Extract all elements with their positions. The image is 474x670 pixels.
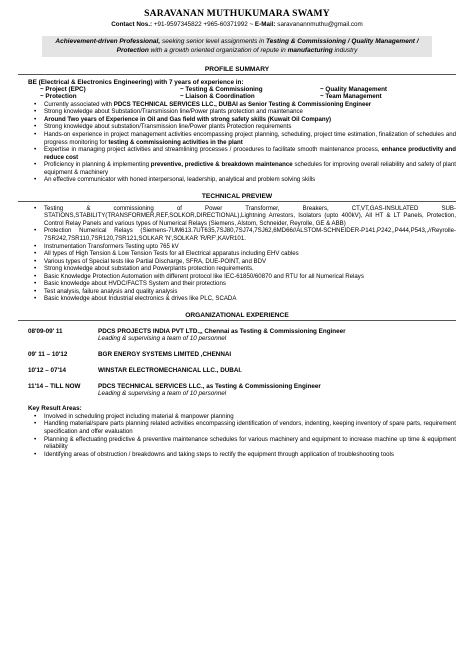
skill-item: ~ Liaison & Coordination <box>180 93 255 101</box>
list-item: • Strong knowledge about substation and Powerplants protection requirements. <box>44 265 456 273</box>
contact-label: Contact Nos.: <box>111 21 153 28</box>
list-item: • Involved in scheduling project including material & manpower planning <box>44 413 456 421</box>
technical-preview-heading <box>18 193 456 202</box>
text: testing & commissioning activities in the plant <box>108 138 243 146</box>
text: Expertise in managing project activities and streamlining processes / procedures to facilitate smooth maintenance process, <box>44 146 382 154</box>
job-title: WINSTAR ELECTROMECHANICAL LLC., DUBAI. <box>98 366 242 374</box>
resume-page <box>18 8 456 458</box>
candidate-name: SARAVANAN MUTHUKUMARA SWAMY <box>144 8 330 19</box>
list-item: • Instrumentation Transformers Testing upto 765 kV <box>44 243 456 251</box>
profile-summary-heading <box>18 66 456 75</box>
text: preventive, predictive & breakdown maintenance <box>150 161 293 169</box>
job-dates: 11'14 – TILL NOW <box>28 382 81 390</box>
objective-part: manufacturing <box>287 46 333 54</box>
list-item <box>44 101 456 109</box>
text: Around Two years of Experience in Oil and Gas field with strong safety skills (Kuwait Oil Company) <box>44 115 332 123</box>
list-item: • Basic knowledge about HVDC/FACTS System and their protections <box>44 280 456 288</box>
job-entry <box>18 328 456 342</box>
list-item: • Strong knowledge about substation/Transmission line/Power plants Protection requirements <box>44 123 456 131</box>
job-entry <box>18 367 456 374</box>
list-item: • Testing & commissioning of Power Transformer, Breakers, CT,VT,GAS-INSULATED SUB-STATIONS,STABILITY(TRANSFORMER,REF,SOLKOR,DIRECTIONAL),Lightning Arrestors, Isolators (upto 400kV), All HT & LT Panels, Protection, Control Relay Panels and various types of Numerical Relays (Siemens, Alstom, Schneider, Reyrolle, GE & ABB) <box>44 205 456 228</box>
job-entry <box>18 351 456 358</box>
list-item <box>44 131 456 146</box>
list-item: • Various types of Special tests like Partial Discharge, SFRA, DUE-POINT, and BDV <box>44 258 456 266</box>
phone-numbers: +91-9597345822 +965-60371992 ~ <box>152 21 255 28</box>
text: PDCS TECHNICAL SERVICES LLC., DUBAI as Senior Testing & Commissioning Engineer <box>113 100 372 108</box>
list-item <box>44 146 456 161</box>
section-title: TECHNICAL PREVIEW <box>201 192 273 200</box>
key-result-areas-heading: Key Result Areas: <box>28 404 82 412</box>
job-details <box>98 383 456 397</box>
text: enhance productivity and reduce cost <box>44 146 456 161</box>
skill-item: ~ Testing & Commissioning <box>180 86 263 93</box>
text: schedules for improving overall reliability and safety of plant equipment & machinery <box>44 161 456 176</box>
objective-part: with a growth oriented organization of repute in <box>148 46 288 54</box>
contact-line <box>18 21 456 28</box>
skill-item: ~ Quality Management <box>320 86 388 93</box>
education-line: BE (Electrical & Electronics Engineering) with 7 years of experience in: <box>28 79 244 86</box>
list-item: • Planning & effectuating predictive & preventive maintenance schedules for various machinery and equipment to increase machine up time & equipment reliability <box>44 436 456 451</box>
job-dates: 10'12 – 07'14 <box>28 366 67 374</box>
list-item: • Identifying areas of obstruction / breakdowns and taking steps to rectify the equipment through application of troubleshooting tools <box>44 451 456 459</box>
list-item: • An effective communicator with honed interpersonal, leadership, analytical and problem solving skills <box>44 176 456 184</box>
job-dates: 09' 11 – 10'12 <box>28 350 68 358</box>
list-item: • Basic knowledge about Industrial electronics & drives like PLC, SCADA <box>44 295 456 303</box>
section-rule <box>18 201 456 202</box>
skill-item: ~ Team Management <box>320 93 382 101</box>
job-subtitle: Leading & supervising a team of 10 personnel <box>98 334 227 342</box>
job-dates: 08'09-09' 11 <box>28 327 63 335</box>
job-title: PDCS PROJECTS INDIA PVT LTD.,, Chennai as Testing & Commissioning Engineer <box>98 327 346 335</box>
job-title: BGR ENERGY SYSTEMS LIMITED ,CHENNAI <box>98 350 232 358</box>
skill-item: ~ Project (EPC) <box>40 86 86 93</box>
email-address: saravanannmuthu@gmail.com <box>275 21 363 28</box>
job-details <box>98 328 456 342</box>
text: Hands-on experience in project management activities encompassing project planning, scheduling, project time estimation, finalization of schedules and progress monitoring for <box>44 131 456 146</box>
section-rule <box>18 74 456 75</box>
skill-item: ~ Protection <box>40 93 77 101</box>
list-item <box>44 161 456 176</box>
list-item: • Strong knowledge about Substation/Transmission line/Power plants protection and maintenance <box>44 108 456 116</box>
technical-bullets <box>18 205 456 303</box>
job-subtitle: Leading & supervising a team of 10 personnel <box>98 389 227 397</box>
list-item: • Test analysis, failure analysis and quality analysis <box>44 288 456 296</box>
objective-part: seeking senior level assignments in <box>160 38 267 45</box>
list-item: • Protection Numerical Relays (Siemens-7UM613.7UT635,7SJ80,7SJ74,7SJ62,6MD66//ALSTOM-SCHNEIDER-P141,P242,,P444,P543,,//Reyrolle-7SR242,7SR110,7SR120,7SR121,SOLKAR 'N',SOLKAR 'R/RF',KAVR101. <box>44 227 456 242</box>
job-entry <box>18 383 456 397</box>
kra-bullets <box>18 413 456 458</box>
job-title: PDCS TECHNICAL SERVICES LLC., as Testing & Commissioning Engineer <box>98 382 321 390</box>
text: Proficiency in planning & implementing <box>44 161 151 169</box>
section-title: PROFILE SUMMARY <box>204 66 270 73</box>
career-objective <box>42 36 432 57</box>
list-item: • Handling material/spare parts planning related activities encompassing identification of vendors, indenting, keeping inventory of spare parts, requirement specification and offer evaluation <box>44 420 456 435</box>
text: Currently associated with <box>44 100 114 108</box>
list-item: • Basic Knowledge Protection Automation with different protocol like IEC-61850/60870 and RTU for all Numerical Relays <box>44 273 456 281</box>
section-rule <box>18 320 456 321</box>
experience-heading <box>18 312 456 321</box>
objective-part: Testing & Commissioning / Quality Management / Protection <box>116 38 419 54</box>
skill-grid <box>40 86 456 101</box>
profile-bullets <box>18 101 456 184</box>
objective-part: industry <box>332 46 358 54</box>
email-label: E-Mail: <box>254 21 276 28</box>
list-item <box>44 116 456 124</box>
section-title: ORGANIZATIONAL EXPERIENCE <box>185 311 289 319</box>
objective-part: Achievement-driven Professional, <box>55 38 161 45</box>
list-item: • All types of High Tension & Low Tension Tests for all Electrical apparatus including EHV cables <box>44 250 456 258</box>
